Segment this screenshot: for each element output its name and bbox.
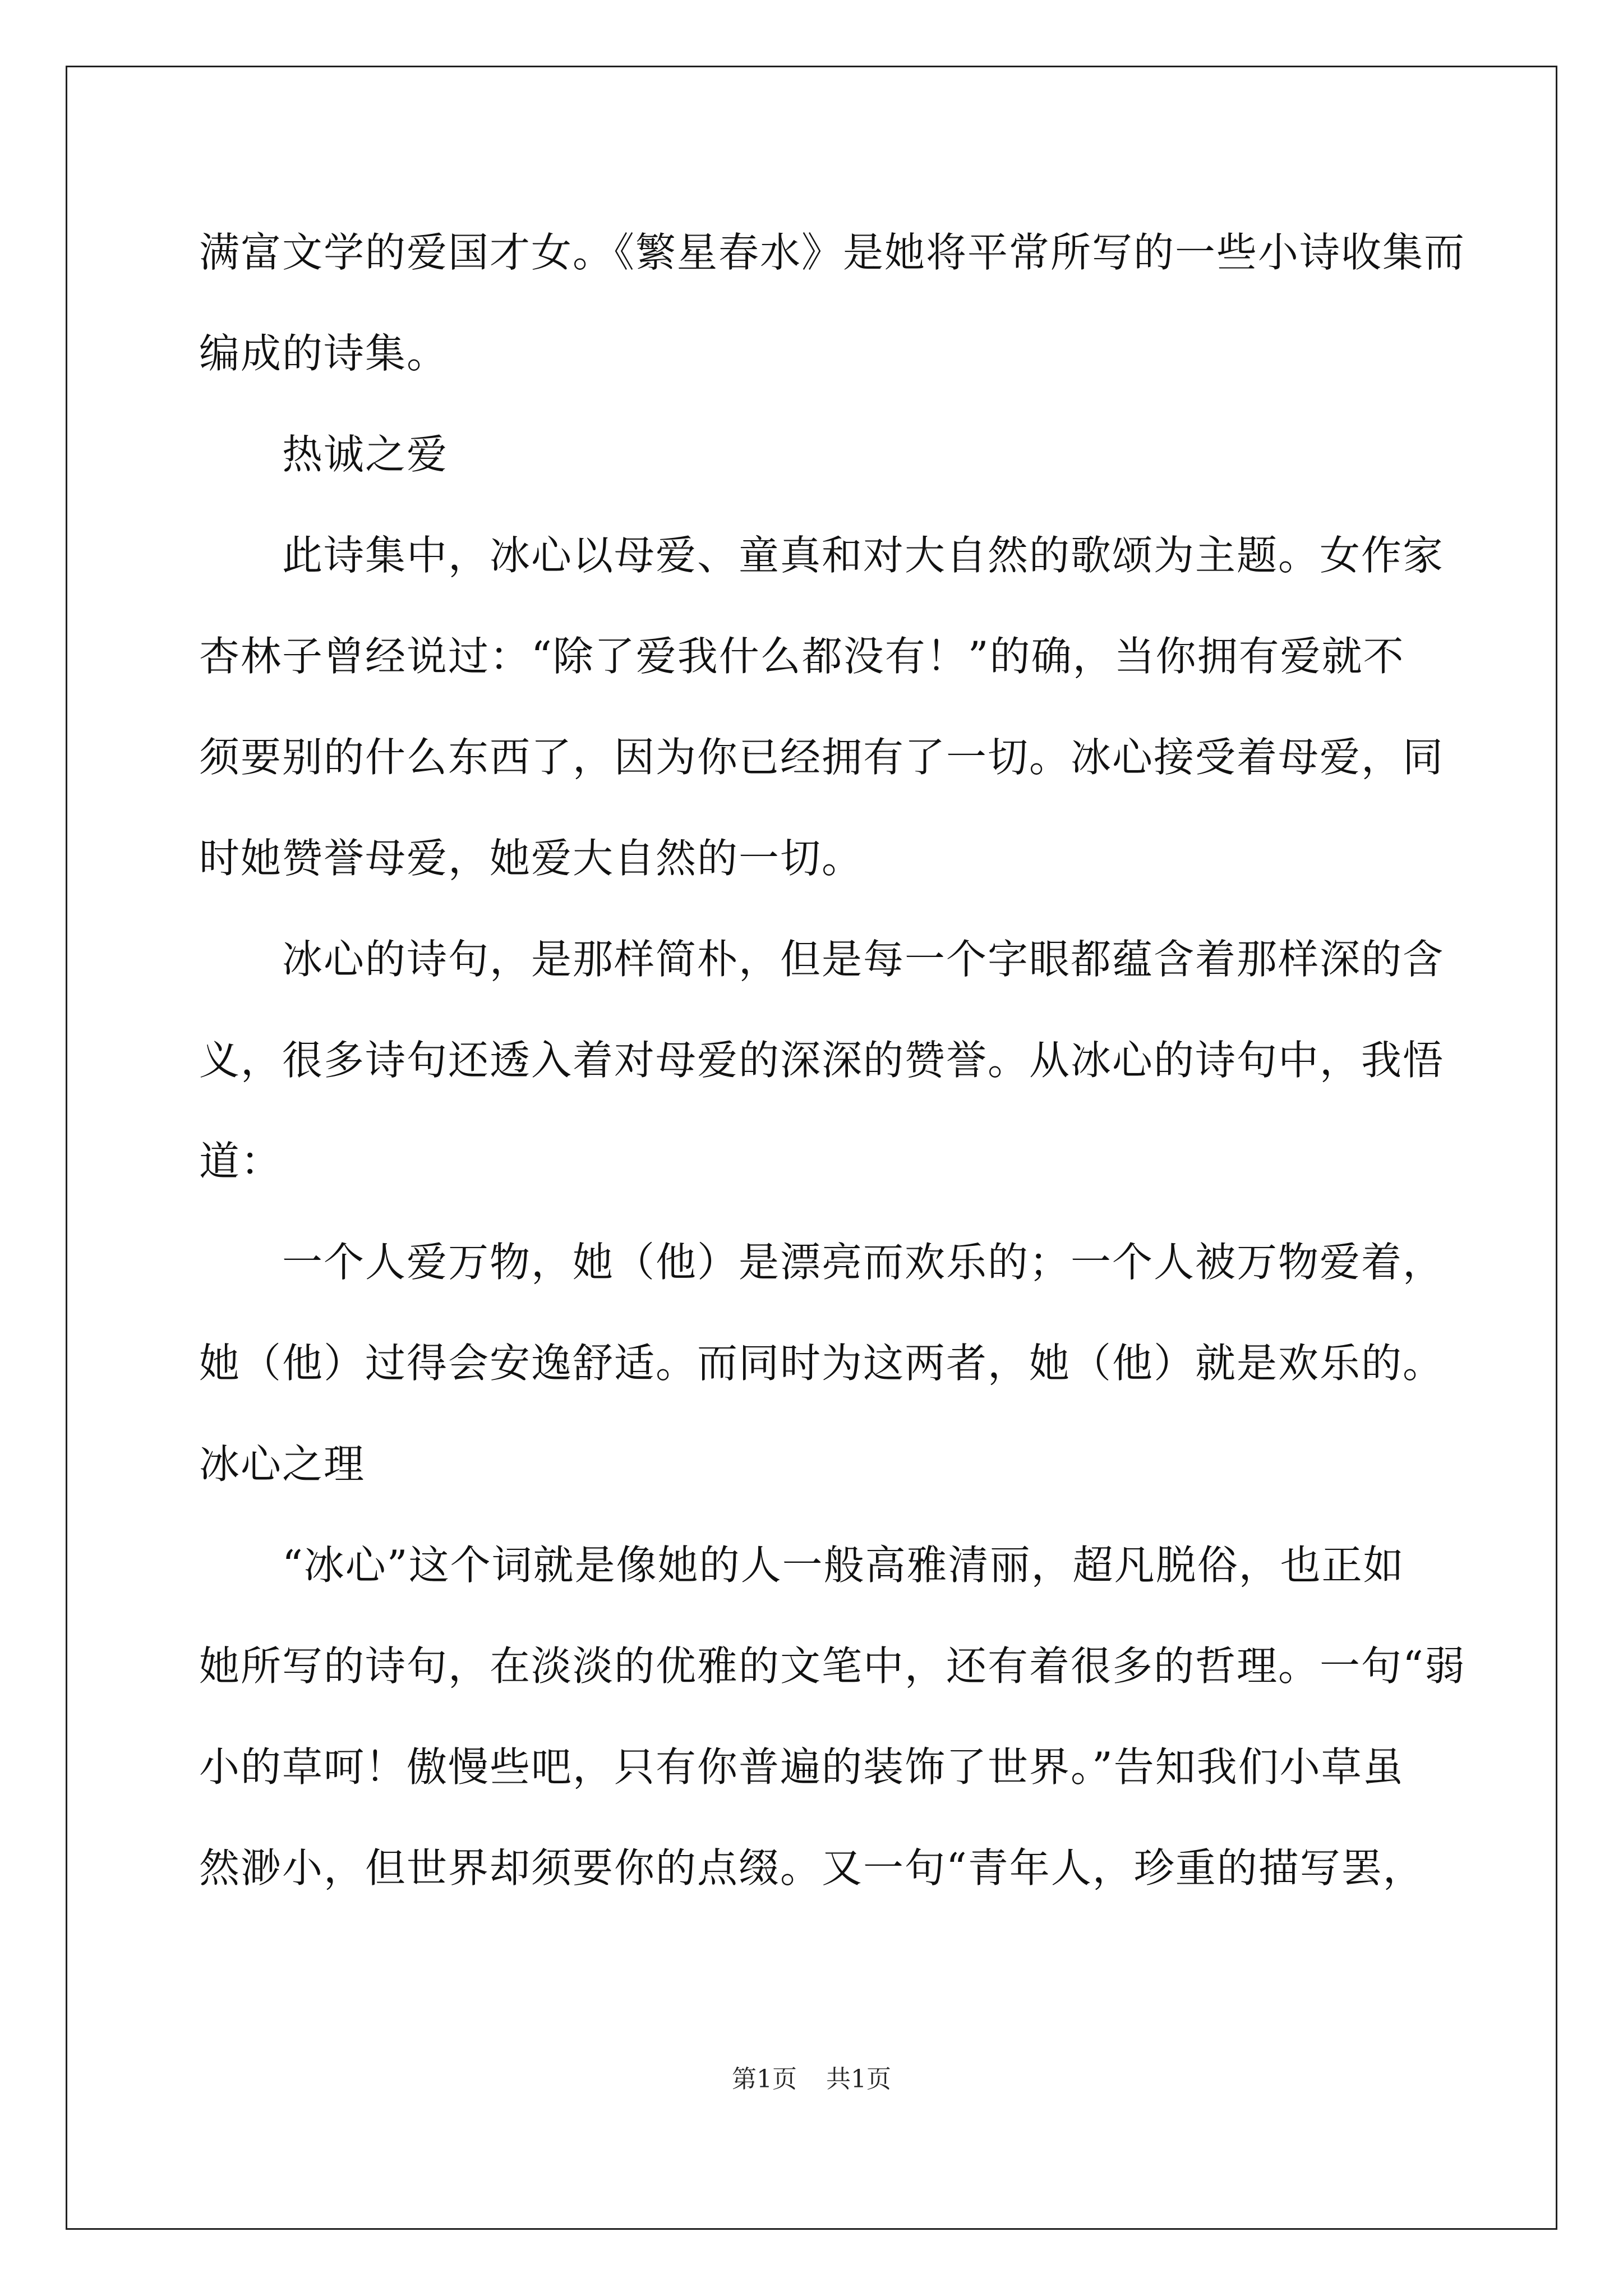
document-body (199, 223, 1466, 1940)
page-total: 共1页 (826, 2065, 891, 2093)
text-line-11: 一个人爱万物，她（他）是漂亮而欢乐的；一个人被万物爱着， (282, 1239, 1445, 1286)
text-line-8: 冰心的诗句，是那样简朴，但是每一个字眼都蕴含着那样深的含 (282, 936, 1445, 983)
text-line-2: 编成的诗集。 (199, 330, 449, 377)
page-footer (0, 2059, 1623, 2095)
text-line-15: 她所写的诗句，在淡淡的优雅的文笔中，还有着很多的哲理。一句“弱 (199, 1642, 1466, 1690)
text-line-9: 义，很多诗句还透入着对母爱的深深的赞誉。从冰心的诗句中，我悟 (199, 1037, 1445, 1084)
text-line-7: 时她赞誉母爱，她爱大自然的一切。 (199, 835, 864, 882)
section-heading-warm-love: 热诚之爱 (282, 431, 449, 478)
text-line-6: 须要别的什么东西了，因为你已经拥有了一切。冰心接受着母爱，同 (199, 734, 1445, 781)
page-number: 第1页 (732, 2065, 797, 2093)
text-line-1: 满富文学的爱国才女。《繁星春水》是她将平常所写的一些小诗收集而 (199, 229, 1466, 276)
text-line-16: 小的草呵！傲慢些吧，只有你普遍的装饰了世界。”告知我们小草虽 (199, 1743, 1404, 1791)
section-heading-bingxin-reason: 冰心之理 (199, 1441, 366, 1488)
text-line-5: 杏林子曾经说过：“除了爱我什么都没有！”的确，当你拥有爱就不 (199, 633, 1405, 680)
text-line-10: 道： (199, 1138, 283, 1185)
text-line-17: 然渺小，但世界却须要你的点缀。又一句“青年人，珍重的描写罢， (199, 1844, 1424, 1892)
text-line-12: 她（他）过得会安逸舒适。而同时为这两者，她（他）就是欢乐的。 (199, 1340, 1445, 1387)
text-line-14: “冰心”这个词就是像她的人一般高雅清丽，超凡脱俗，也正如 (282, 1542, 1405, 1589)
text-line-4: 此诗集中，冰心以母爱、童真和对大自然的歌颂为主题。女作家 (282, 532, 1445, 579)
